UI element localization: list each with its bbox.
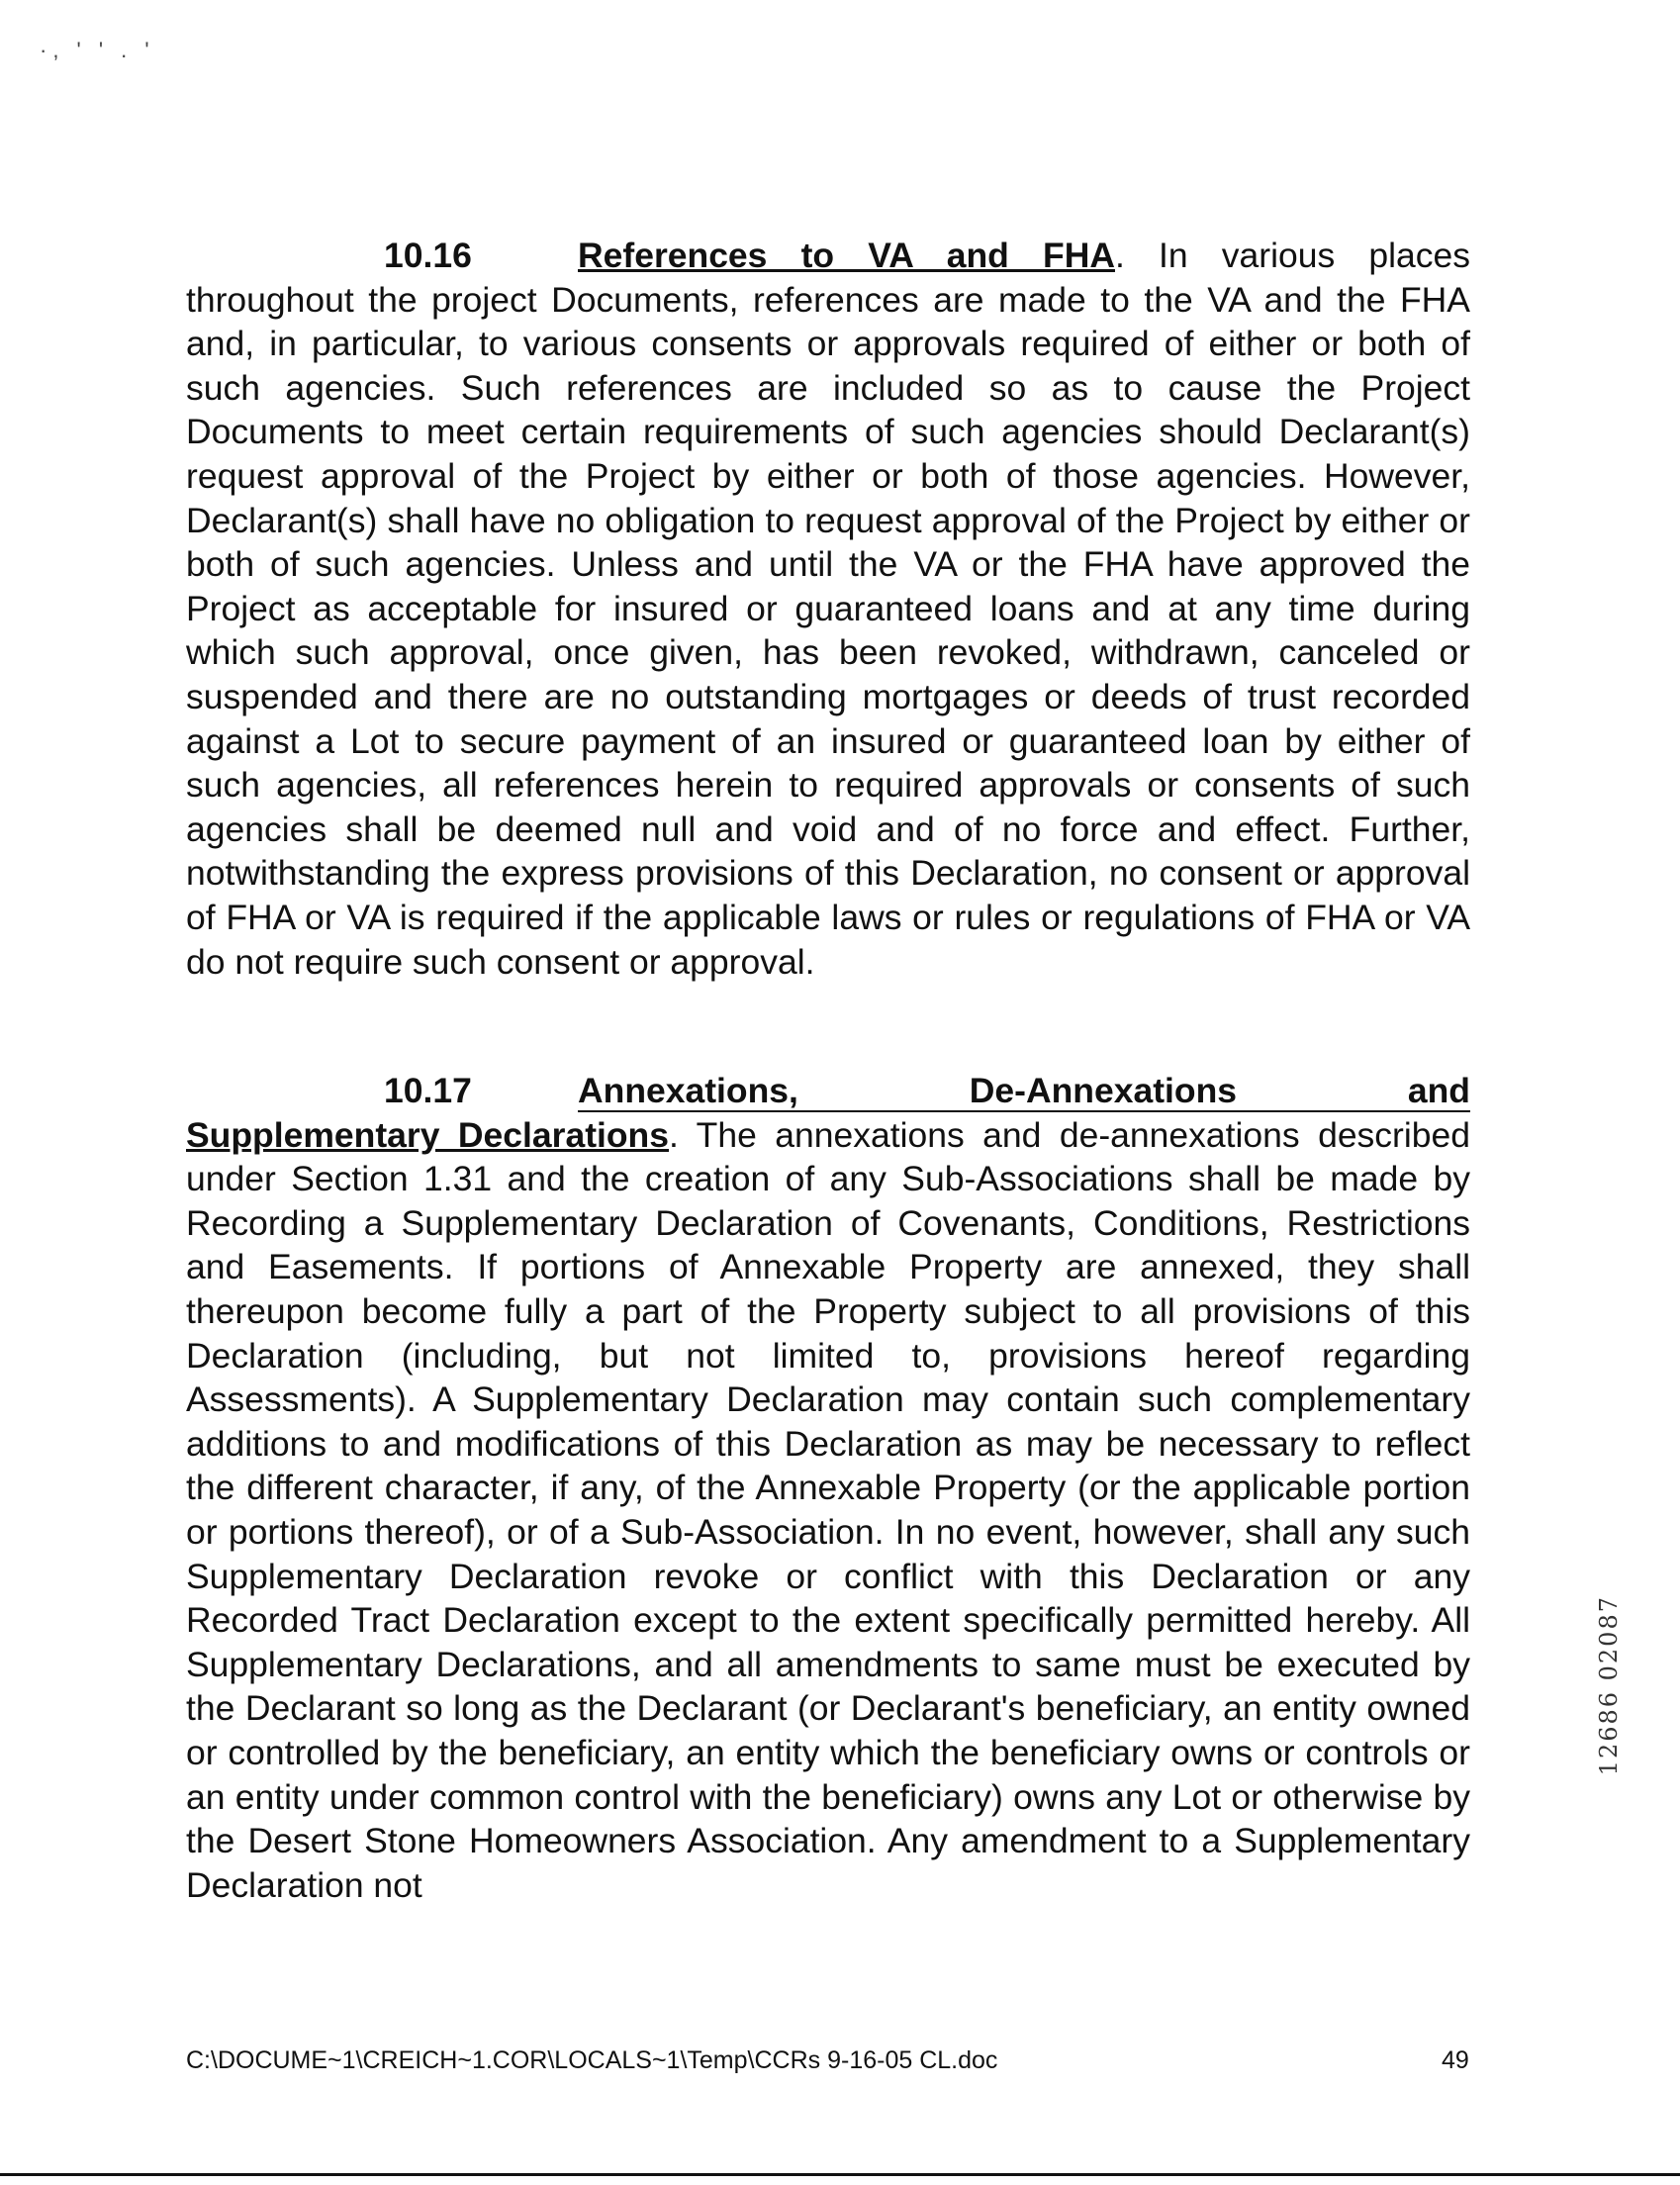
section-10-16: [186, 234, 1470, 984]
section-title-word: and: [1407, 1071, 1470, 1110]
footer-file-path: C:\DOCUME~1\CREICH~1.COR\LOCALS~1\Temp\CCRs 9-16-05 CL.doc: [186, 2046, 998, 2074]
section-number: 10.16: [384, 236, 472, 275]
scan-edge-line: [0, 2173, 1680, 2176]
section-title-word: Annexations,: [578, 1071, 798, 1110]
section-number: 10.17: [384, 1071, 472, 1110]
bates-stamp: 12686 02087: [1595, 1595, 1623, 1776]
section-10-17: [186, 1069, 1470, 1907]
section-body: . The annexations and de-annexations described under Section 1.31 and the creation of any Sub-Associations shall be made by Recording a Supplementary Declaration of Covenants, Conditions, Restrictions and Easements. If portions of Annexable Property are annexed, they shall thereupon become fully a part of the Property subject to all provisions of this Declaration (including, but not limited to, provisions hereof regarding Assessments). A Supplementary Declaration may contain such complementary additions to and modifications of this Declaration as may be necessary to reflect the different character, if any, of the Annexable Property (or the applicable portion or portions thereof), or of a Sub-Association. In no event, however, shall any such Supplementary Declaration revoke or conflict with this Declaration or any Recorded Tract Declaration except to the extent specifically permitted hereby. All Supplementary Declarations, and all amendments to same must be executed by the Declarant so long as the Declarant (or Declarant's beneficiary, an entity owned or controlled by the beneficiary, an entity which the beneficiary owns or controls or an entity under common control with the beneficiary) owns any Lot or otherwise by the Desert Stone Homeowners Association. Any amendment to a Supplementary Declaration not: [186, 1114, 1470, 1905]
section-title-continued: Supplementary Declarations: [186, 1114, 669, 1155]
section-body: . In various places throughout the project Documents, references are made to the VA and the FHA and, in particular, to various consents or approvals required of either or both of such agencies. Such references are included so as to cause the Project Documents to meet certain requirements of such agencies should Declarant(s) request approval of the Project by either or both of those agencies. However, Declarant(s) shall have no obligation to request approval of the Project by either or both of such agencies. Unless and until the VA or the FHA have approved the Project as acceptable for insured or guaranteed loans and at any time during which such approval, once given, has been revoked, withdrawn, canceled or suspended and there are no outstanding mortgages or deeds of trust recorded against a Lot to secure payment of an insured or guaranteed loan by either of such agencies, all references herein to required approvals or consents of such agencies shall be deemed null and void and of no force and effect. Further, notwithstanding the express provisions of this Declaration, no consent or approval of FHA or VA is required if the applicable laws or rules or regulations of FHA or VA do not require such consent or approval.: [186, 236, 1470, 982]
section-title: References to VA and FHA: [578, 236, 1115, 275]
section-title-line: [578, 1071, 1470, 1112]
section-heading: [186, 1069, 1470, 1113]
page-number: 49: [1442, 2046, 1469, 2074]
scan-specks: ·, ' ' . ': [40, 38, 155, 62]
section-title-word: De-Annexations: [969, 1071, 1238, 1110]
